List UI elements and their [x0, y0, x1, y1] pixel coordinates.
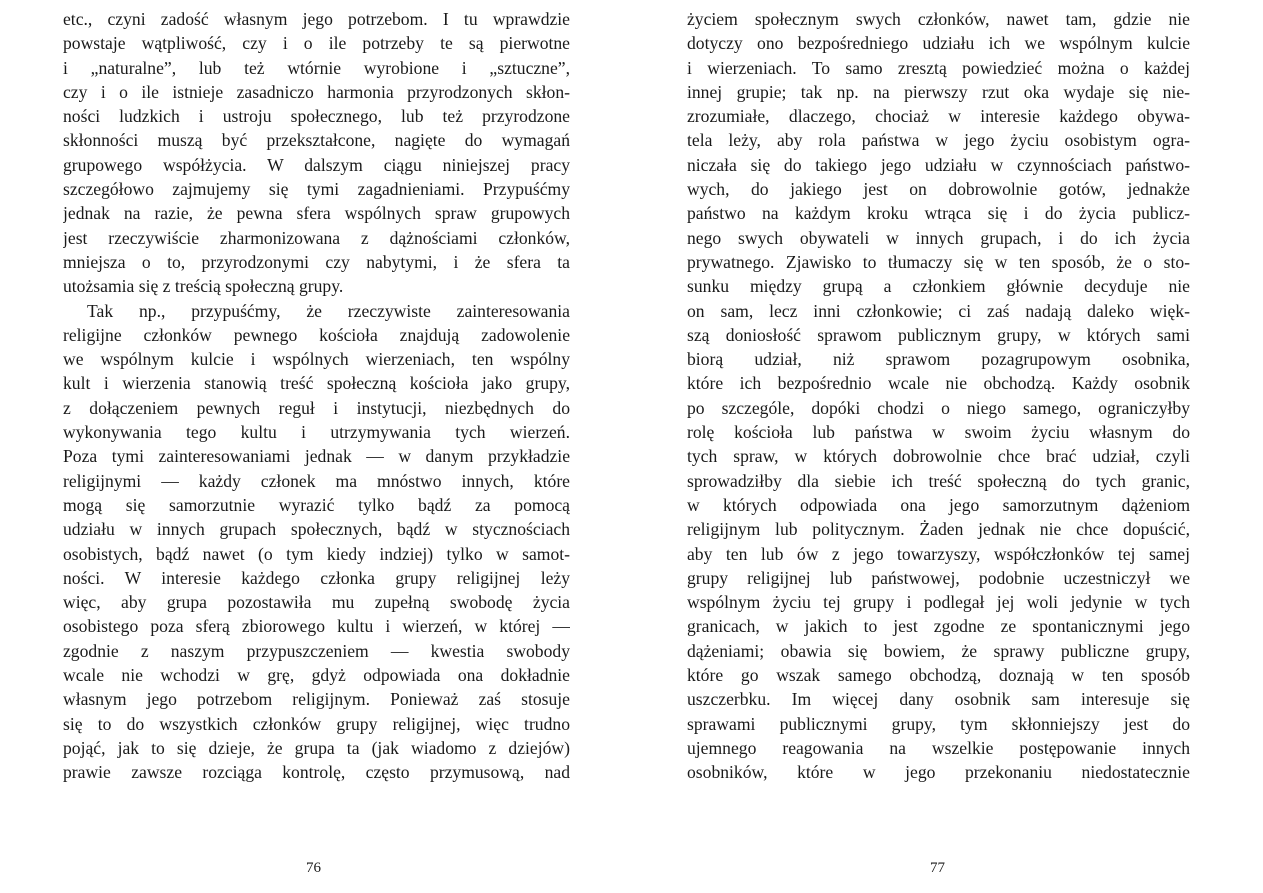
- text-line: sprawami publicznymi grupy, tym skłonniejszy jest do: [687, 713, 1190, 734]
- text-line: wspólnym życiu tej grupy i podlegał jej woli jedynie w tych: [687, 592, 1190, 613]
- text-line: i „naturalne”, lub też wtórnie wyrobione i „sztuczne”,: [63, 57, 570, 78]
- text-line: udziału w innych grupach społecznych, bądź w stycznościach: [63, 519, 570, 540]
- text-line: granicach, w jakich to jest zgodne ze spontanicznymi jego: [687, 616, 1190, 637]
- text-line: mniejsza o to, przyrodzonymi czy nabytymi, i że sfera ta: [63, 251, 570, 272]
- text-line: które ich bezpośrednio wcale nie obchodzą. Każdy osobnik: [687, 373, 1190, 394]
- text-line: ności. W interesie każdego członka grupy religijnej leży: [63, 567, 570, 588]
- text-line: grupy religijnej lub państwowej, podobnie uczestniczył we: [687, 567, 1190, 588]
- text-line: niczała się do takiego jego udziału w czynnościach państwo-: [687, 154, 1190, 175]
- text-line: biorą udział, niż sprawom pozagrupowym osobnika,: [687, 349, 1190, 370]
- text-line: religijnymi — każdy członek ma mnóstwo innych, które: [63, 470, 570, 491]
- text-line: własnym jego potrzebom religijnym. Ponieważ zaś stosuje: [63, 689, 570, 710]
- left-page: [0, 0, 631, 893]
- text-line: jest rzeczywiście zharmonizowana z dążnościami członków,: [63, 227, 570, 248]
- right-page: [631, 0, 1263, 893]
- right-page-number: 77: [930, 860, 945, 876]
- text-line: osobistego poza sferą zbiorowego kultu i wierzeń, w której —: [63, 616, 570, 637]
- text-line: grupowego współżycia. W dalszym ciągu niniejszej pracy: [63, 154, 570, 175]
- text-line: skłonności muszą być przekształcone, nagięte do wymagań: [63, 130, 570, 151]
- text-line: osobników, które w jego przekonaniu niedostatecznie: [687, 762, 1190, 783]
- text-line: ności ludzkich i ustroju społecznego, lub też przyrodzone: [63, 106, 570, 127]
- text-line: rolę kościoła lub państwa w swoim życiu własnym do: [687, 422, 1190, 443]
- text-line: dążeniami; obawia się bowiem, że sprawy publiczne grupy,: [687, 640, 1190, 661]
- text-line: aby ten lub ów z jego towarzyszy, współczłonków tej samej: [687, 543, 1190, 564]
- text-line: religijnym lub politycznym. Żaden jednak nie chce dopuścić,: [687, 519, 1190, 540]
- text-line: tela leży, aby rola państwa w jego życiu osobistym ogra-: [687, 130, 1190, 151]
- text-line: wykonywania tego kultu i utrzymywania tych wierzeń.: [63, 422, 570, 443]
- right-page-text: [687, 7, 1190, 785]
- text-line: prywatnego. Zjawisko to tłumaczy się w ten sposób, że o sto-: [687, 251, 1190, 272]
- text-line: etc., czyni zadość własnym jego potrzebom. I tu wprawdzie: [63, 9, 570, 29]
- text-line: szą doniosłość sprawom publicznym grupy, w których sami: [687, 324, 1190, 345]
- text-line: religijne członków pewnego kościoła znajdują zadowolenie: [63, 324, 570, 345]
- text-line: czy i o ile istnieje zasadniczo harmonia przyrodzonych skłon-: [63, 81, 570, 102]
- text-line: uszczerbku. Im więcej dany osobnik sam interesuje się: [687, 689, 1190, 710]
- text-line: innej grupie; tak np. na pierwszy rzut oka wydaje się nie-: [687, 81, 1190, 102]
- text-line: wcale nie wchodzi w grę, gdyż odpowiada ona dokładnie: [63, 665, 570, 686]
- text-line: Tak np., przypuśćmy, że rzeczywiste zainteresowania: [87, 300, 570, 321]
- text-line: sprowadziłby dla siebie ich treść społeczną do tych granic,: [687, 470, 1190, 491]
- text-line: z dołączeniem pewnych reguł i instytucji, niezbędnych do: [63, 397, 570, 418]
- text-line: sunku między grupą a członkiem głównie decyduje nie: [687, 276, 1190, 297]
- text-line: szczegółowo zajmujemy się tymi zagadnieniami. Przypuśćmy: [63, 179, 570, 200]
- text-line: pojąć, jak to się dzieje, że grupa ta (jak wiadomo z dziejów): [63, 737, 570, 758]
- text-line: nego swych obywateli w innych grupach, i do ich życia: [687, 227, 1190, 248]
- text-line: po szczególe, dopóki chodzi o niego samego, ograniczyłby: [687, 397, 1190, 418]
- text-line: wych, do jakiego jest on dobrowolnie gotów, jednakże: [687, 179, 1190, 200]
- text-line: życiem społecznym swych członków, nawet tam, gdzie nie: [687, 9, 1190, 29]
- text-line: on sam, lecz inni członkowie; ci zaś nadają daleko więk-: [687, 300, 1190, 321]
- left-page-text: [63, 7, 570, 785]
- text-line: które go wszak samego obchodzą, doznają w ten sposób: [687, 665, 1190, 686]
- text-line: mogą się samorzutnie wyrazić tylko bądź za pomocą: [63, 494, 570, 515]
- text-line: ujemnego reagowania na wszelkie postępowanie innych: [687, 737, 1190, 758]
- text-line: i wierzeniach. To samo zresztą powiedzieć można o każdej: [687, 57, 1190, 78]
- text-line: zgodnie z naszym przypuszczeniem — kwestia swobody: [63, 640, 570, 661]
- text-line: we wspólnym kulcie i wspólnych wierzeniach, ten wspólny: [63, 349, 570, 370]
- text-line: utożsamia się z treścią społeczną grupy.: [63, 276, 344, 297]
- text-line: dotyczy ono bezpośredniego udziału ich we wspólnym kulcie: [687, 33, 1190, 54]
- text-line: Poza tymi zainteresowaniami jednak — w danym przykładzie: [63, 446, 570, 467]
- text-line: prawie zawsze rozciąga kontrolę, często przymusową, nad: [63, 762, 570, 783]
- text-line: osobistych, bądź nawet (o tym kiedy indziej) tylko w samot-: [63, 543, 570, 564]
- text-line: tych spraw, w których dobrowolnie chce brać udział, czyli: [687, 446, 1190, 467]
- text-line: w których odpowiada ona jego samorzutnym dążeniom: [687, 494, 1190, 515]
- text-line: jednak na razie, że pewna sfera wspólnych spraw grupowych: [63, 203, 570, 224]
- text-line: kult i wierzenia stanowią treść społeczną kościoła jako grupy,: [63, 373, 570, 394]
- text-line: więc, aby grupa pozostawiła mu zupełną swobodę życia: [63, 592, 570, 613]
- text-line: zrozumiałe, dlaczego, chociaż w interesie każdego obywa-: [687, 106, 1190, 127]
- text-line: państwo na każdym kroku wtrąca się i do życia publicz-: [687, 203, 1190, 224]
- text-line: powstaje wątpliwość, czy i o ile potrzeby te są pierwotne: [63, 33, 570, 54]
- left-page-number: 76: [306, 860, 321, 876]
- text-line: się to do wszystkich członków grupy religijnej, więc trudno: [63, 713, 570, 734]
